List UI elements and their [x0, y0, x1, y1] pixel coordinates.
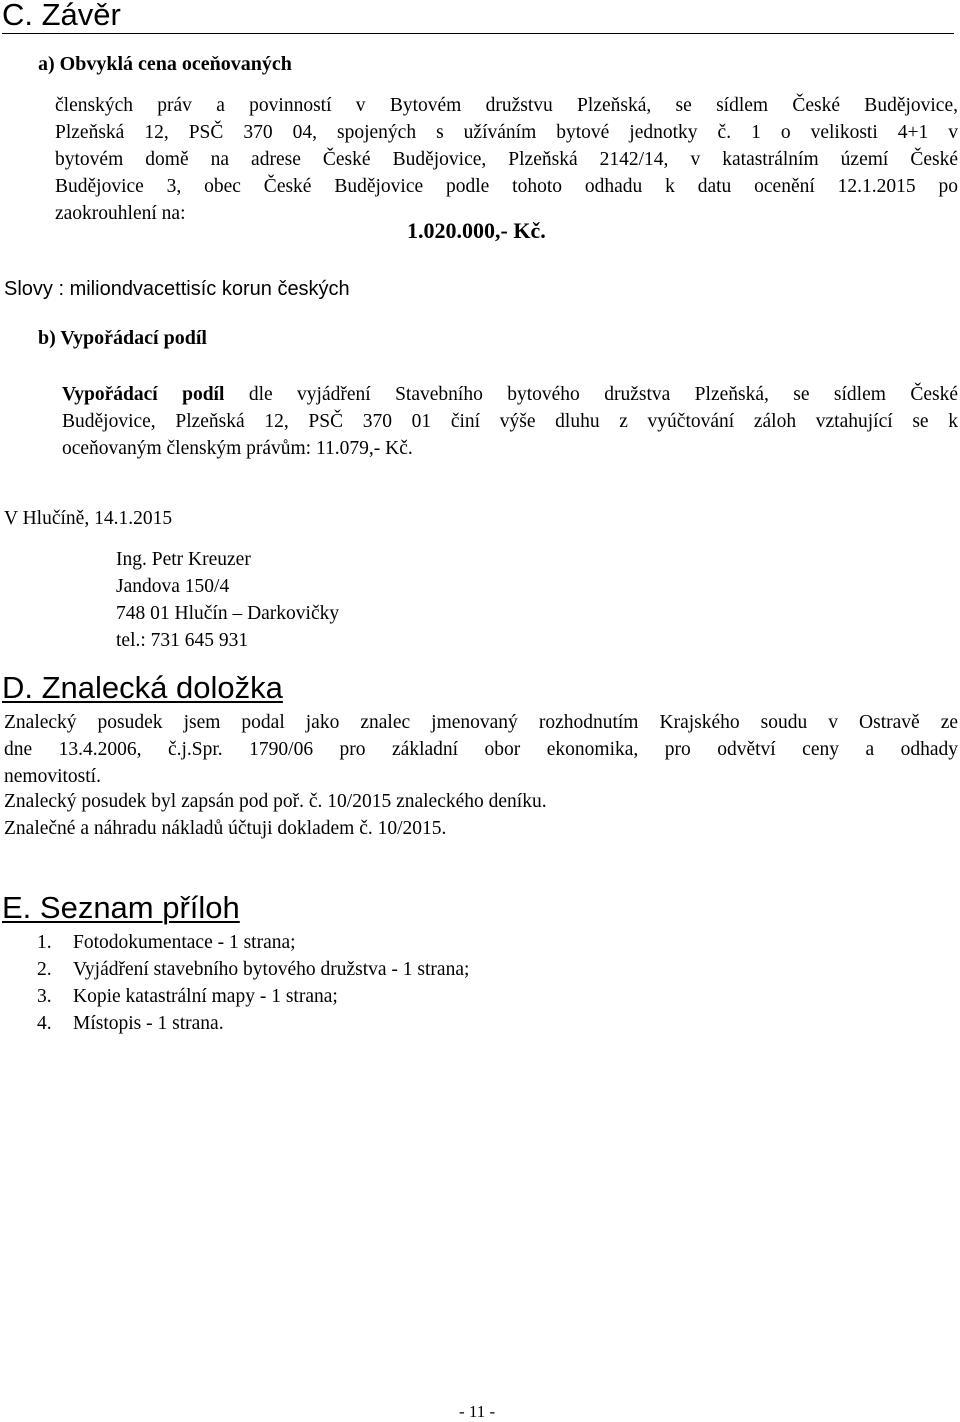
list-item-number: 4. — [37, 1013, 52, 1034]
author-name: Ing. Petr Kreuzer — [116, 549, 251, 570]
paragraph-line — [62, 381, 958, 408]
attachments-list — [37, 929, 469, 1037]
list-item-text: Kopie katastrální mapy - 1 strana; — [73, 986, 338, 1007]
subheading-a: a) Obvyklá cena oceňovaných — [38, 53, 292, 75]
list-item — [37, 956, 469, 983]
list-item-number: 3. — [37, 986, 52, 1007]
page-number: - 11 - — [459, 1402, 496, 1421]
section-c-heading: C. Závěr — [2, 0, 954, 34]
fee-line: Znalečné a náhradu nákladů účtuji dokladem č. 10/2015. — [4, 818, 447, 839]
list-item-number: 2. — [37, 959, 52, 980]
list-item-text: Vyjádření stavebního bytového družstva - 1 strana; — [73, 959, 470, 980]
valuation-amount: 1.020.000,- Kč. — [407, 218, 546, 243]
section-e-heading: E. Seznam příloh — [2, 890, 240, 925]
list-item-number: 1. — [37, 932, 52, 953]
expert-clause-paragraph — [4, 709, 958, 790]
author-phone: tel.: 731 645 931 — [116, 630, 249, 651]
paragraph-line-text: dle vyjádření Stavebního bytového družstva Plzeňská, se sídlem České — [224, 384, 958, 405]
paragraph-line: Budějovice, Plzeňská 12, PSČ 370 01 činí výše dluhu z vyúčtování záloh vztahující se k — [62, 411, 958, 432]
section-d-heading: D. Znalecká doložka — [2, 670, 283, 705]
valuation-paragraph — [55, 92, 958, 227]
paragraph-line: členských práv a povinností v Bytovém družstvu Plzeňská, se sídlem České Budějovice, — [55, 95, 958, 116]
paragraph-line: Plzeňská 12, PSČ 370 04, spojených s užíváním bytové jednotky č. 1 o velikosti 4+1 v — [55, 122, 958, 143]
paragraph-line: dne 13.4.2006, č.j.Spr. 1790/06 pro základní obor ekonomika, pro odvětví ceny a odhady — [4, 739, 958, 760]
paragraph-line: nemovitostí. — [4, 766, 101, 787]
author-block — [116, 546, 339, 654]
paragraph-line: bytovém domě na adrese České Budějovice, Plzeňská 2142/14, v katastrálním území České — [55, 149, 958, 170]
place-date: V Hlučíně, 14.1.2015 — [4, 508, 173, 529]
subheading-b: b) Vypořádací podíl — [38, 327, 207, 349]
paragraph-line: zaokrouhlení na: — [55, 203, 186, 224]
list-item-text: Fotodokumentace - 1 strana; — [73, 932, 296, 953]
list-item-text: Místopis - 1 strana. — [73, 1013, 224, 1034]
paragraph-line: Budějovice 3, obec České Budějovice podle tohoto odhadu k datu ocenění 12.1.2015 po — [55, 176, 958, 197]
author-street: Jandova 150/4 — [116, 576, 230, 597]
settlement-paragraph — [62, 381, 958, 462]
settlement-term: Vypořádací podíl — [62, 384, 225, 405]
list-item — [37, 983, 469, 1010]
paragraph-line: oceňovaným členským právům: 11.079,- Kč. — [62, 438, 413, 459]
amount-in-words: Slovy : miliondvacettisíc korun českých — [4, 278, 350, 300]
list-item — [37, 1010, 469, 1037]
registry-line: Znalecký posudek byl zapsán pod poř. č. 10/2015 znaleckého deníku. — [4, 791, 547, 812]
paragraph-line: Znalecký posudek jsem podal jako znalec jmenovaný rozhodnutím Krajského soudu v Ostravě ze — [4, 712, 958, 733]
list-item — [37, 929, 469, 956]
author-city: 748 01 Hlučín – Darkovičky — [116, 603, 340, 624]
